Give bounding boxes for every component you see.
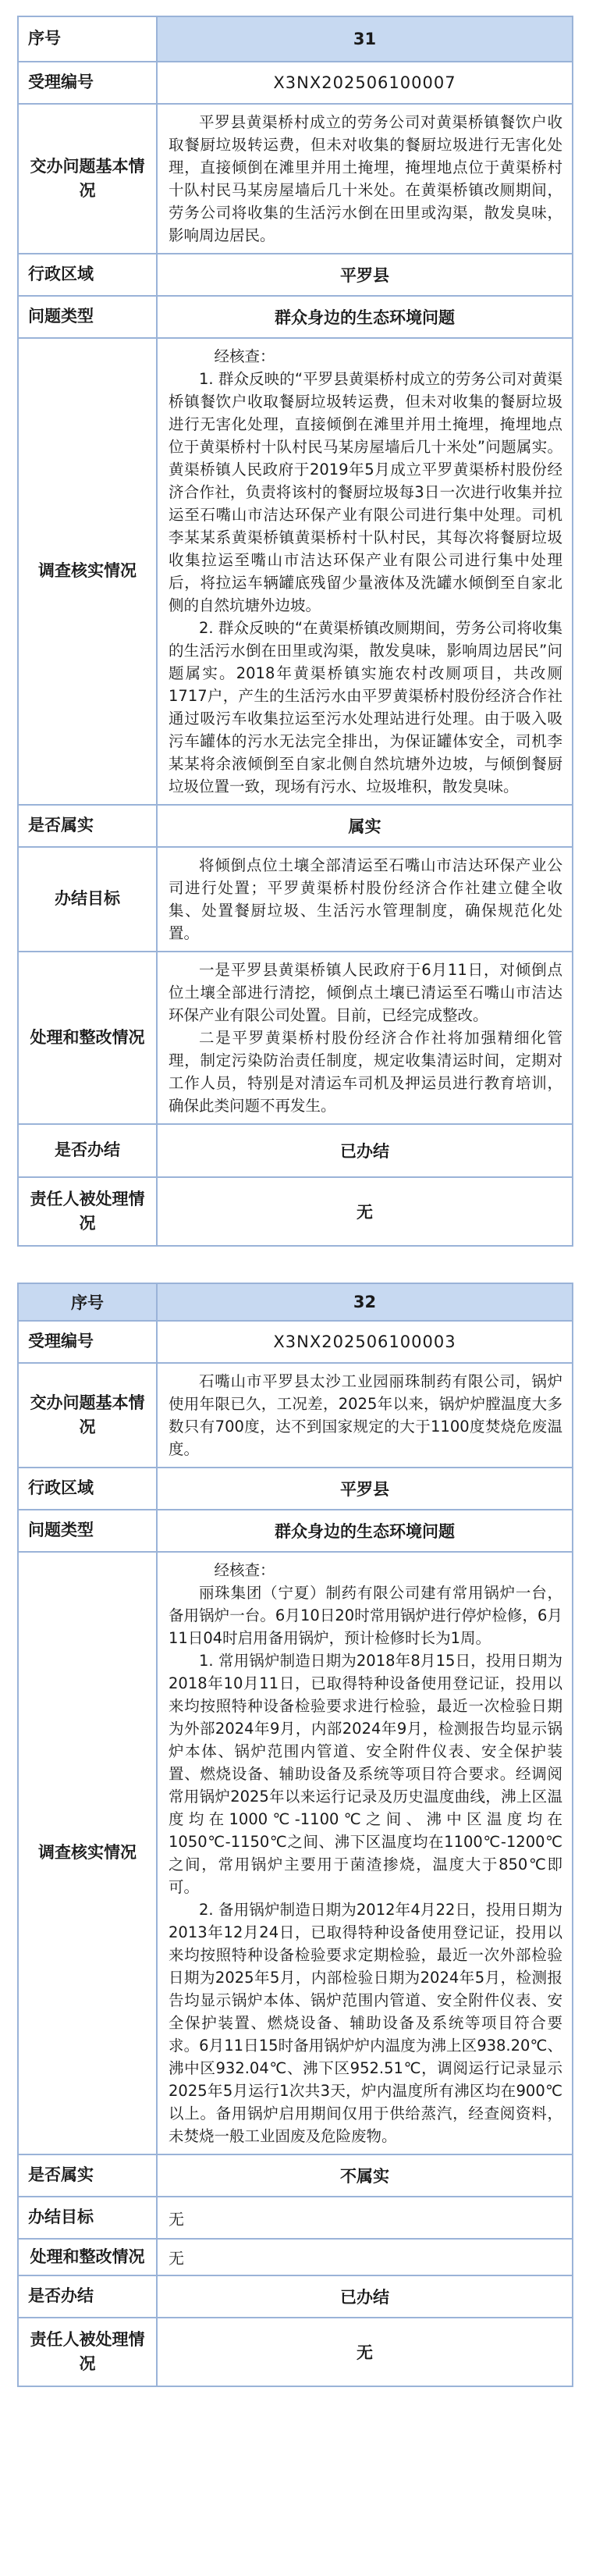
row-rectification	[18, 2239, 573, 2275]
case-table-32	[17, 1283, 573, 2387]
row-region	[18, 1468, 573, 1510]
investigation-para: 经核查：	[214, 1561, 275, 1579]
investigation-para: 丽珠集团（宁夏）制药有限公司建有常用锅炉一台，备用锅炉一台。6月10日20时常用锅炉进行停炉检修，6月11日04时启用备用锅炉，预计检修时长为1周。	[169, 1584, 562, 1647]
goal-text: 将倾倒点位土壤全部清运至石嘴山市洁达环保产业公司进行处置；平罗黄渠桥村股份经济合作社建立健全收集、处置餐厨垃圾、生活污水管理制度，确保规范化处置。	[169, 856, 562, 942]
row-issue-type	[18, 296, 573, 338]
investigation-para: 经核查：	[214, 347, 275, 365]
value-issue-type: 群众身边的生态环境问题	[157, 296, 573, 338]
row-region	[18, 254, 573, 296]
row-issue	[18, 1363, 573, 1468]
value-investigation	[157, 1552, 573, 2154]
investigation-para: 2. 备用锅炉制造日期为2012年4月22日，投用日期为2013年12月24日，已取得特种设备使用登记证，投用以来均按照特种设备检验要求定期检验，最近一次外部检验日期为2025年5月，内部检验日期为2024年5月，检测报告均显示锅炉本体、锅炉范围内管道、安全附件仪表、安全保护装置、燃烧设备、辅助设备及系统等项目符合要求。6月11日15时备用锅炉炉内温度为沸上区938.20℃、沸中区932.04℃、沸下区952.51℃，调阅运行记录显示2025年5月运行1次共3天，炉内温度所有沸区均在900℃以上。备用锅炉启用期间仅用于供给蒸汽，经查阅资料，未焚烧一般工业固废及危险废物。	[169, 1901, 562, 2145]
investigation-para: 1. 群众反映的“平罗县黄渠桥村成立的劳务公司对黄渠桥镇餐饮户收取餐厨垃圾转运费，但未对收集的餐厨垃圾进行无害化处理，直接倾倒在滩里并用土掩埋，掩埋地点位于黄渠桥村十队村民马某房屋墙后几十米处”问题属实。黄渠桥镇人民政府于2019年5月成立平罗黄渠桥村股份经济合作社，负责将该村的餐厨垃圾每3日一次进行收集并拉运至石嘴山市洁达环保产业有限公司进行集中处理。司机李某某系黄渠桥镇黄渠桥村十队村民，其每次将餐厨垃圾收集拉运至嘴山市洁达环保产业有限公司进行集中处理后，将拉运车辆罐底残留少量液体及洗罐水倾倒至自家北侧的自然坑塘外边坡。	[169, 370, 562, 614]
label-verified: 是否属实	[18, 2154, 157, 2197]
case-table-31	[17, 16, 573, 1247]
label-rectification: 处理和整改情况	[18, 2239, 157, 2275]
label-issue-type: 问题类型	[18, 1510, 157, 1552]
label-acceptance-no: 受理编号	[18, 62, 157, 104]
label-goal: 办结目标	[18, 2197, 157, 2239]
label-region: 行政区域	[18, 1468, 157, 1510]
label-verified: 是否属实	[18, 805, 157, 847]
rectification-para: 一是平罗县黄渠桥镇人民政府于6月11日，对倾倒点位土壤全部进行清挖，倾倒点土壤已清运至石嘴山市洁达环保产业有限公司处置。目前，已经完成整改。	[169, 961, 562, 1024]
issue-text: 石嘴山市平罗县太沙工业园丽珠制药有限公司，锅炉使用年限已久，工况差，2025年以来，锅炉炉膛温度大多数只有700度，达不到国家规定的大于1100度焚烧危废温度。	[169, 1372, 562, 1458]
row-issue-type	[18, 1510, 573, 1552]
row-goal	[18, 847, 573, 952]
row-acceptance-no	[18, 62, 573, 104]
label-accountability: 责任人被处理情况	[18, 1177, 157, 1246]
value-rectification	[157, 952, 573, 1124]
row-closed	[18, 1124, 573, 1177]
value-region: 平罗县	[157, 254, 573, 296]
row-issue	[18, 104, 573, 254]
value-seq: 31	[157, 16, 573, 62]
row-closed	[18, 2275, 573, 2318]
value-closed: 已办结	[157, 1124, 573, 1177]
row-investigation	[18, 338, 573, 805]
row-investigation	[18, 1552, 573, 2154]
row-verified	[18, 805, 573, 847]
investigation-para: 2. 群众反映的“在黄渠桥镇改厕期间，劳务公司将收集的生活污水倒在田里或沟渠，散发臭味，影响周边居民”问题属实。2018年黄渠桥镇实施农村改厕项目，共改厕1717户，产生的生活污水由平罗黄渠桥村股份经济合作社通过吸污车收集拉运至污水处理站进行处理。由于吸入吸污车罐体的污水无法完全排出，为保证罐体安全，司机李某某将余液倾倒至自家北侧自然坑塘外边坡，与倾倒餐厨垃圾位置一致，现场有污水、垃圾堆积，散发臭味。	[169, 619, 562, 795]
label-issue-type: 问题类型	[18, 296, 157, 338]
row-acceptance-no	[18, 1321, 573, 1363]
rectification-para: 二是平罗黄渠桥村股份经济合作社将加强精细化管理，制定污染防治责任制度，规定收集清运时间，定期对工作人员，特别是对清运车司机及押运员进行教育培训，确保此类问题不再发生。	[169, 1029, 562, 1115]
label-seq: 序号	[18, 1283, 157, 1321]
label-investigation: 调查核实情况	[18, 338, 157, 805]
row-accountability	[18, 1177, 573, 1246]
label-goal: 办结目标	[18, 847, 157, 952]
label-issue: 交办问题基本情况	[18, 104, 157, 254]
row-verified	[18, 2154, 573, 2197]
label-rectification: 处理和整改情况	[18, 952, 157, 1124]
value-acceptance-no: X3NX202506100007	[157, 62, 573, 104]
row-accountability	[18, 2318, 573, 2386]
value-verified: 属实	[157, 805, 573, 847]
value-closed: 已办结	[157, 2275, 573, 2318]
row-rectification	[18, 952, 573, 1124]
label-accountability: 责任人被处理情况	[18, 2318, 157, 2386]
row-goal	[18, 2197, 573, 2239]
value-issue	[157, 104, 573, 254]
label-acceptance-no: 受理编号	[18, 1321, 157, 1363]
label-closed: 是否办结	[18, 2275, 157, 2318]
value-investigation	[157, 338, 573, 805]
row-seq	[18, 1283, 573, 1321]
label-investigation: 调查核实情况	[18, 1552, 157, 2154]
issue-text: 平罗县黄渠桥村成立的劳务公司对黄渠桥镇餐饮户收取餐厨垃圾转运费，但未对收集的餐厨垃圾进行无害化处理，直接倾倒在滩里并用土掩埋，掩埋地点位于黄渠桥村十队村民马某房屋墙后几十米处。在黄渠桥镇改厕期间，劳务公司将收集的生活污水倒在田里或沟渠，散发臭味，影响周边居民。	[169, 113, 562, 244]
label-seq: 序号	[18, 16, 157, 62]
label-region: 行政区域	[18, 254, 157, 296]
value-verified: 不属实	[157, 2154, 573, 2197]
value-accountability: 无	[157, 1177, 573, 1246]
value-accountability: 无	[157, 2318, 573, 2386]
value-acceptance-no: X3NX202506100003	[157, 1321, 573, 1363]
value-rectification: 无	[157, 2239, 573, 2275]
label-issue: 交办问题基本情况	[18, 1363, 157, 1468]
label-closed: 是否办结	[18, 1124, 157, 1177]
value-issue-type: 群众身边的生态环境问题	[157, 1510, 573, 1552]
investigation-para: 1. 常用锅炉制造日期为2018年8月15日，投用日期为2018年10月11日，已取得特种设备使用登记证，投用以来均按照特种设备检验要求进行检验，最近一次检验日期为外部2024年9月，内部2024年9月，检测报告均显示锅炉本体、锅炉范围内管道、安全附件仪表、安全保护装置、燃烧设备、辅助设备及系统等项目符合要求。经调阅常用锅炉2025年以来运行记录及历史温度曲线，沸上区温度均在1000℃-1100℃之间、沸中区温度均在1050℃-1150℃之间、沸下区温度均在1100℃-1200℃之间，常用锅炉主要用于菌渣掺烧，温度大于850℃即可。	[169, 1652, 562, 1896]
row-seq	[18, 16, 573, 62]
value-goal: 无	[157, 2197, 573, 2239]
value-goal	[157, 847, 573, 952]
value-seq: 32	[157, 1283, 573, 1321]
value-issue	[157, 1363, 573, 1468]
value-region: 平罗县	[157, 1468, 573, 1510]
